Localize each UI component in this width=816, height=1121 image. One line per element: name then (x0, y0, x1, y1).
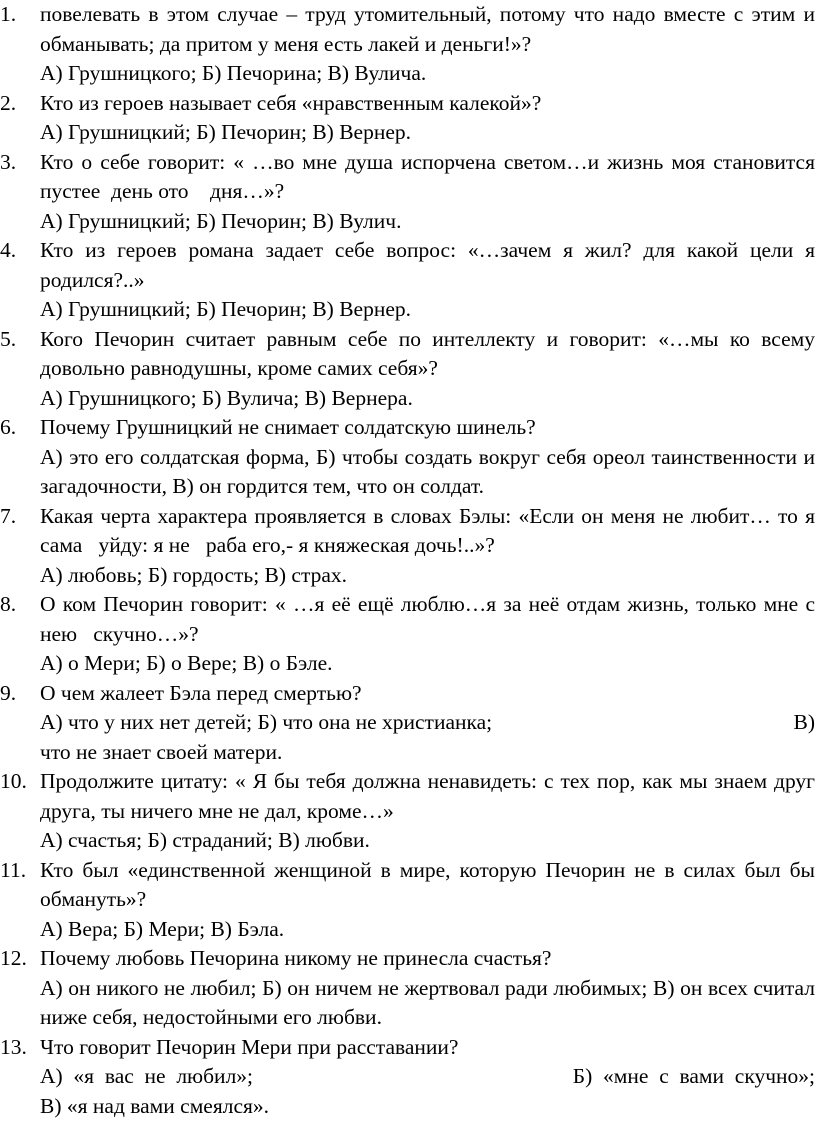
answer-options: А) он никого не любил; Б) он ничем не жертвовал ради любимых; В) он всех считал ниже себя, недостойными его любви. (40, 974, 815, 1033)
question-number: 8. (0, 590, 36, 620)
question-text: О ком Печорин говорит: « …я её ещё люблю…я за неё отдам жизнь, только мне с нею скучно…»? (40, 590, 815, 649)
answer-options-continued: В) «я над вами смеялся». (40, 1092, 815, 1121)
question-text: Почему Грушницкий не снимает солдатскую шинель? (40, 413, 815, 443)
question-text: Кто из героев называет себя «нравственным калекой»? (40, 89, 815, 119)
answer-options: А) Грушницкий; Б) Печорин; В) Вернер. (40, 118, 815, 148)
answer-options-continued: что не знает своей матери. (40, 738, 815, 768)
question-number: 6. (0, 413, 36, 443)
answer-options-left: А) «я вас не любил»; (40, 1062, 253, 1092)
answer-options: А) Грушницкого; Б) Вулича; В) Вернера. (40, 384, 815, 414)
question-4 (0, 236, 816, 325)
question-number: 9. (0, 679, 36, 709)
question-9 (0, 679, 816, 768)
question-text: Что говорит Печорин Мери при расставании? (40, 1033, 815, 1063)
question-number: 1. (0, 0, 36, 30)
answer-options: А) любовь; Б) гордость; В) страх. (40, 561, 815, 591)
question-1 (0, 0, 816, 89)
answer-options-left: А) что у них нет детей; Б) что она не христианка; (40, 708, 492, 738)
question-text: Почему любовь Печорина никому не принесла счастья? (40, 944, 815, 974)
answer-options: А) Грушницкий; Б) Печорин; В) Вернер. (40, 295, 815, 325)
question-12 (0, 944, 816, 1033)
question-number: 12. (0, 944, 36, 974)
question-number: 11. (0, 856, 36, 886)
question-number: 3. (0, 148, 36, 178)
question-number: 7. (0, 502, 36, 532)
question-8 (0, 590, 816, 679)
question-5 (0, 325, 816, 414)
question-2 (0, 89, 816, 148)
question-text: Кто о себе говорит: « …во мне душа испорчена светом…и жизнь моя становится пустее день ото дня…»? (40, 148, 815, 207)
question-text: О чем жалеет Бэла перед смертью? (40, 679, 815, 709)
question-number: 2. (0, 89, 36, 119)
question-number: 10. (0, 767, 36, 797)
question-7 (0, 502, 816, 591)
question-10 (0, 767, 816, 856)
answer-options: А) Вера; Б) Мери; В) Бэла. (40, 915, 815, 945)
question-text: Кто был «единственной женщиной в мире, которую Печорин не в силах был бы обмануть»? (40, 856, 815, 915)
question-number: 13. (0, 1033, 36, 1063)
question-3 (0, 148, 816, 237)
answer-options (40, 1062, 815, 1092)
question-text: Какая черта характера проявляется в словах Бэлы: «Если он меня не любит… то я сама уйду: я не раба его,- я княжеская дочь!..»? (40, 502, 815, 561)
answer-options: А) это его солдатская форма, Б) чтобы создать вокруг себя ореол таинственности и загадочности, В) он гордится тем, что он солдат. (40, 443, 815, 502)
question-number: 5. (0, 325, 36, 355)
answer-options-right: В) (794, 708, 816, 738)
answer-options: А) Грушницкий; Б) Печорин; В) Вулич. (40, 207, 815, 237)
question-13 (0, 1033, 816, 1121)
answer-options: А) Грушницкого; Б) Печорина; В) Вулича. (40, 59, 815, 89)
question-6 (0, 413, 816, 502)
question-11 (0, 856, 816, 945)
question-text: Продолжите цитату: « Я бы тебя должна ненавидеть: с тех пор, как мы знаем друг друга, ты ничего мне не дал, кроме…» (40, 767, 815, 826)
question-text: повелевать в этом случае – труд утомительный, потому что надо вместе с этим и обманывать; да притом у меня есть лакей и деньги!»? (40, 0, 815, 59)
answer-options: А) счастья; Б) страданий; В) любви. (40, 826, 815, 856)
question-number: 4. (0, 236, 36, 266)
question-text: Кто из героев романа задает себе вопрос: «…зачем я жил? для какой цели я родился?..» (40, 236, 815, 295)
question-text: Кого Печорин считает равным себе по интеллекту и говорит: «…мы ко всему довольно равнодушны, кроме самих себя»? (40, 325, 815, 384)
answer-options: А) о Мери; Б) о Вере; В) о Бэле. (40, 649, 815, 679)
answer-options (40, 708, 815, 738)
answer-options-right: Б) «мне с вами скучно»; (573, 1062, 815, 1092)
